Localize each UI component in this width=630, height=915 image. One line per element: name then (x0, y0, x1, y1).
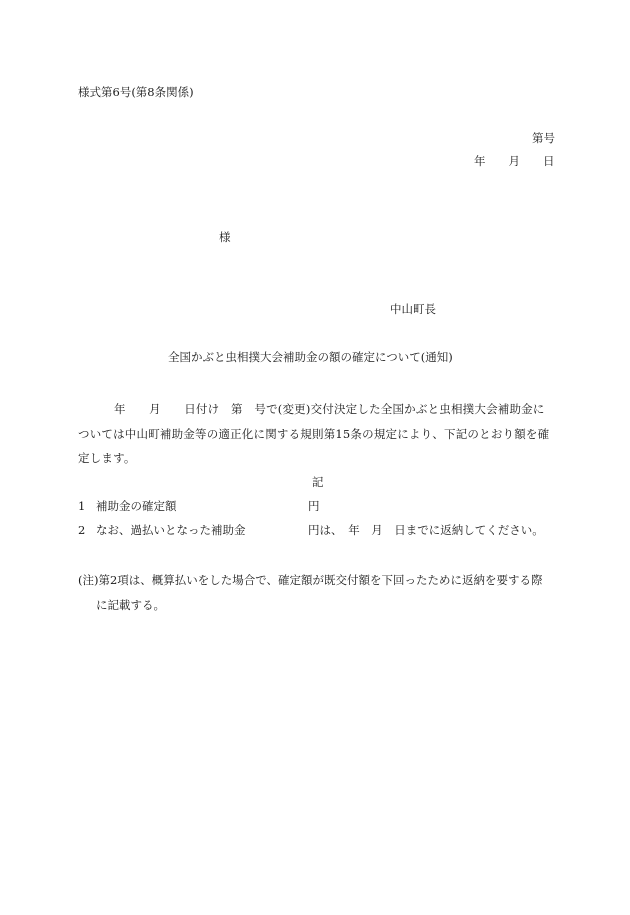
body-line-1: 年 月 日付け 第 号で(変更)交付決定した全国かぶと虫相撲大会補助金に (114, 402, 545, 416)
note-line-2: に記載する。 (96, 598, 165, 612)
body-line-3: 定します。 (78, 451, 136, 465)
form-label: 様式第6号(第8条関係) (78, 85, 194, 99)
issue-date-label: 年 月 日 (474, 154, 555, 168)
item-number: 1 (78, 499, 86, 513)
document-title: 全国かぶと虫相撲大会補助金の額の確定について(通知) (168, 350, 453, 364)
sender-name: 中山町長 (390, 302, 436, 316)
item-amount: 円は、 年 月 日までに返納してください。 (308, 523, 544, 537)
note-line-1: (注)第2項は、概算払いをした場合で、確定額が既交付額を下回ったために返納を要する際 (78, 573, 543, 587)
ki-heading: 記 (312, 475, 324, 489)
item-number: 2 (78, 523, 86, 537)
body-line-2: ついては中山町補助金等の適正化に関する規則第15条の規定により、下記のとおり額を確 (78, 427, 550, 441)
addressee-suffix: 様 (219, 230, 231, 244)
item-amount: 円 (308, 499, 320, 513)
item-label: 補助金の確定額 (96, 499, 177, 513)
item-label: なお、過払いとなった補助金 (96, 523, 246, 537)
document-number-label: 第号 (532, 131, 555, 145)
